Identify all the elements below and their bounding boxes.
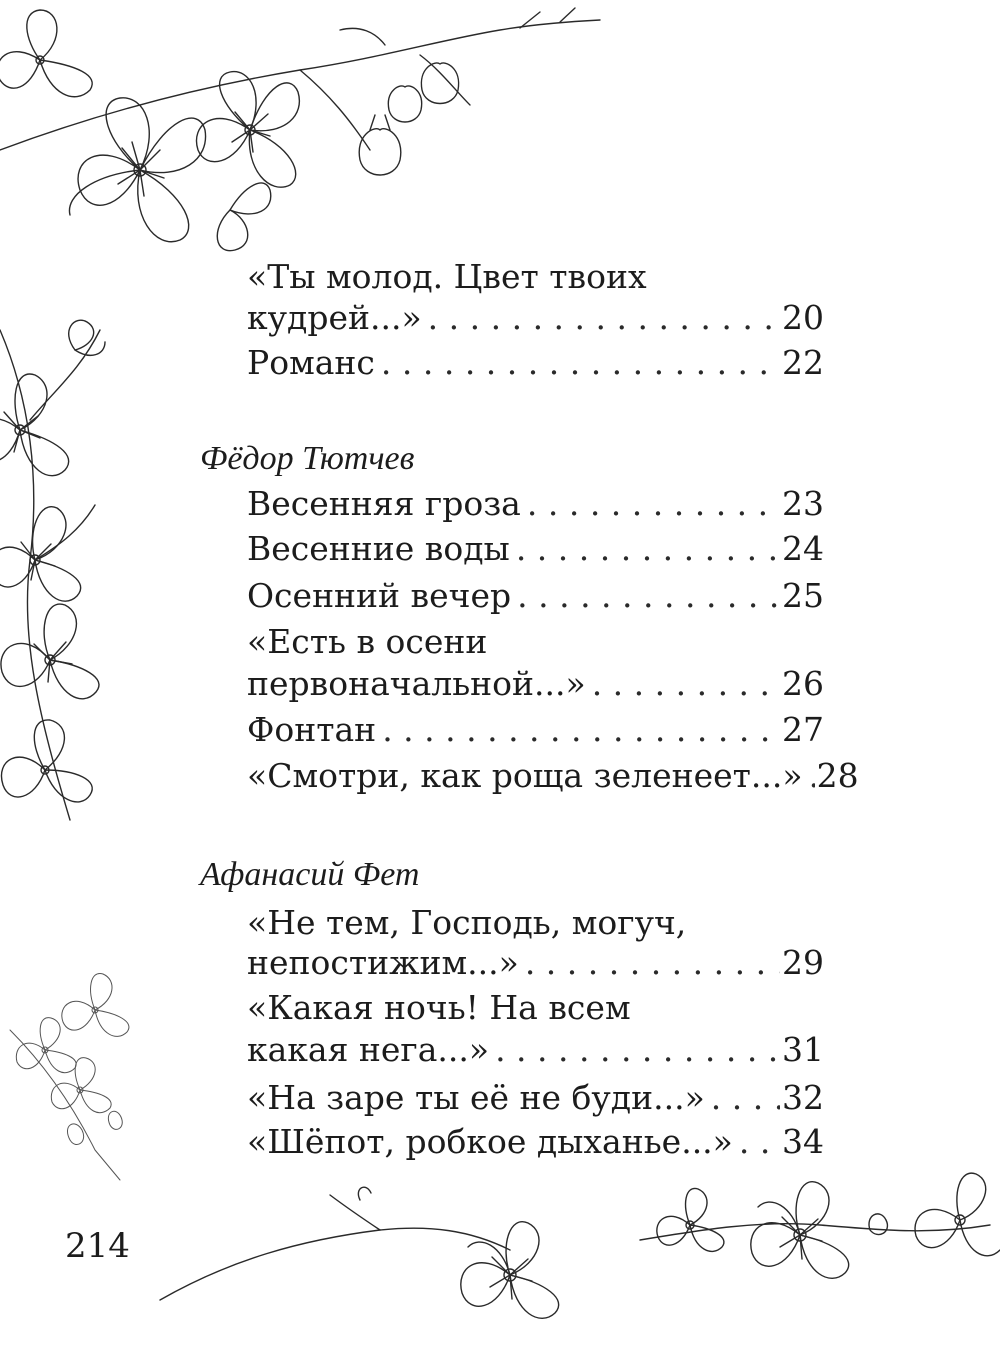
toc-leader-dots xyxy=(511,576,780,616)
toc-entry-title: «На заре ты её не буди...» xyxy=(247,1078,705,1117)
author-heading: Фёдор Тютчев xyxy=(200,440,415,477)
toc-leader-dots xyxy=(375,343,780,383)
toc-entry-page: 34 xyxy=(782,1122,824,1161)
toc-entry-title: Весенние воды xyxy=(247,529,510,568)
toc-entry-page: 26 xyxy=(782,664,824,703)
toc-entry-line1: «Какая ночь! На всем xyxy=(247,988,631,1027)
toc-entry-page: 29 xyxy=(782,943,824,982)
toc-entry xyxy=(247,710,824,750)
toc-leader-dots xyxy=(586,664,780,704)
toc-entry xyxy=(247,943,824,983)
toc-entry xyxy=(247,343,824,383)
toc-entry-page: 24 xyxy=(782,529,824,568)
toc-entry xyxy=(247,664,824,704)
toc-leader-dots xyxy=(376,710,780,750)
toc-entry-page: 20 xyxy=(782,298,824,337)
toc-leader-dots xyxy=(519,943,780,983)
toc-entry-title: кудрей...» xyxy=(247,298,422,337)
toc-leader-dots xyxy=(510,529,780,569)
toc-entry-page: 28 xyxy=(816,756,859,795)
toc-leader-dots xyxy=(733,1122,780,1162)
toc-entry xyxy=(247,484,824,524)
toc-entry-title: какая нега...» xyxy=(247,1030,490,1069)
toc-entry-title: Романс xyxy=(247,343,375,382)
toc-entry-page: 25 xyxy=(782,576,824,615)
toc-entry-page: 23 xyxy=(782,484,824,523)
toc-leader-dots xyxy=(521,484,780,524)
toc-entry-page: 31 xyxy=(782,1030,824,1069)
toc-leader-dots xyxy=(705,1078,780,1118)
toc-entry-title: «Смотри, как роща зеленеет...» xyxy=(247,756,803,795)
toc-entry-title: непостижим...» xyxy=(247,943,519,982)
toc-entry-title: Весенняя гроза xyxy=(247,484,521,523)
toc-entry xyxy=(247,1122,824,1162)
toc-entry-page: 22 xyxy=(782,343,824,382)
author-heading: Афанасий Фет xyxy=(200,856,420,893)
toc-leader-dots xyxy=(489,1030,780,1070)
toc-entry-page: 27 xyxy=(782,710,824,749)
toc-leader-dots xyxy=(803,756,815,796)
toc-entry xyxy=(247,756,859,796)
toc-entry-line1: «Есть в осени xyxy=(247,622,488,661)
toc-entry xyxy=(247,576,824,616)
toc-entry xyxy=(247,529,824,569)
toc-entry xyxy=(247,1078,824,1118)
page-number: 214 xyxy=(65,1226,130,1266)
toc-entry-title: Осенний вечер xyxy=(247,576,512,615)
toc-entry-page: 32 xyxy=(782,1078,824,1117)
toc-entry-line1: «Не тем, Господь, могуч, xyxy=(247,903,687,942)
toc-entry-title: первоначальной...» xyxy=(247,664,586,703)
toc-entry-title: Фонтан xyxy=(247,710,377,749)
toc-entry-line1: «Ты молод. Цвет твоих xyxy=(247,257,647,296)
toc-entry-title: «Шёпот, робкое дыханье...» xyxy=(247,1122,733,1161)
toc-entry xyxy=(247,1030,824,1070)
toc-entry xyxy=(247,298,824,338)
toc-leader-dots xyxy=(422,298,780,338)
